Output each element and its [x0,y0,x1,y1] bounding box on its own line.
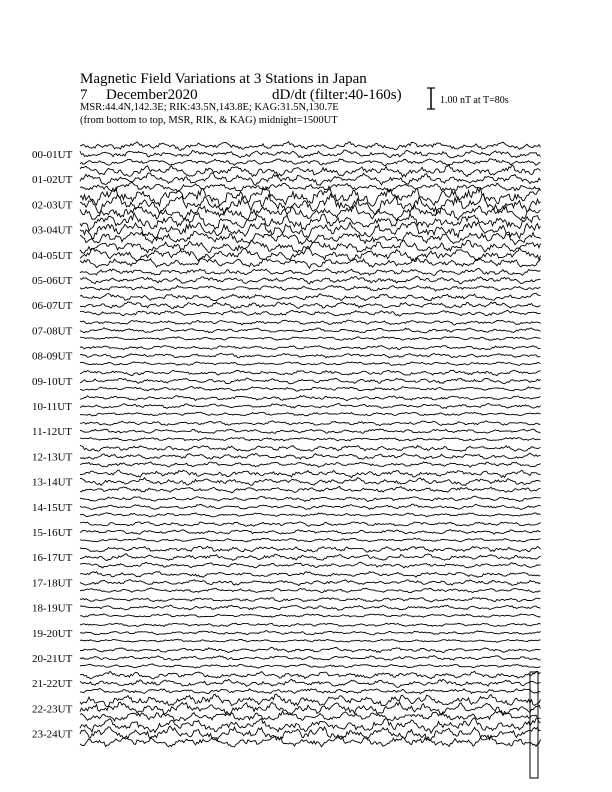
trace-kag [80,614,541,618]
hour-label: 08-09UT [32,350,73,363]
hour-label: 18-19UT [32,602,73,615]
trace-rik [80,328,541,333]
trace-rik [80,277,541,284]
hour-label: 14-15UT [32,501,73,514]
hour-label: 20-21UT [32,653,73,665]
hour-label: 22-23UT [32,703,73,716]
trace-msr [80,522,541,526]
trace-kag [80,310,541,316]
trace-msr [80,694,541,707]
spike-marker [530,672,538,778]
trace-rik [80,679,541,687]
trace-kag [80,711,541,721]
hour-label: 04-05UT [32,249,73,262]
trace-kag [80,258,541,269]
hour-label: 02-03UT [32,199,73,212]
trace-rik [80,404,541,409]
trace-rik [80,631,541,635]
hour-label: 05-06UT [32,275,73,287]
trace-kag [80,285,541,291]
station-order-note: (from bottom to top, MSR, RIK, & KAG) midnight=1500UT [80,115,338,126]
trace-rik [80,353,541,358]
trace-msr [80,647,541,652]
trace-rik [80,656,541,661]
trace-kag [80,487,541,493]
trace-msr [80,320,541,325]
hour-label: 15-16UT [32,527,73,539]
trace-kag [80,513,541,517]
scale-label: 1.00 nT at T=80s [440,95,509,106]
trace-kag [80,337,541,341]
trace-msr [80,421,541,426]
trace-msr [80,269,541,276]
trace-kag [80,183,541,192]
trace-msr [80,240,541,253]
trace-msr [80,470,541,478]
trace-rik [80,378,541,384]
hour-label: 00-01UT [32,149,73,161]
hour-label: 10-11UT [32,401,72,413]
trace-msr [80,293,541,300]
hour-label: 23-24UT [32,728,73,741]
trace-msr [80,572,541,578]
trace-msr [80,546,541,552]
trace-msr [80,142,541,151]
trace-rik [80,478,541,486]
trace-kag [80,588,541,593]
trace-rik [80,580,541,586]
trace-msr [80,597,541,602]
day-label: 7 [80,87,88,103]
trace-kag [80,412,541,416]
trace-msr [80,623,541,626]
trace-msr [80,165,541,177]
hour-label: 06-07UT [32,300,73,313]
trace-rik [80,173,541,186]
hour-label: 01-02UT [32,174,73,187]
trace-kag [80,387,541,392]
trace-rik [80,302,541,309]
trace-msr [80,346,541,350]
hour-label: 19-20UT [32,627,73,640]
hour-label: 21-22UT [32,678,73,691]
hour-label: 09-10UT [32,375,73,388]
trace-kag [80,562,541,568]
trace-kag [80,538,541,542]
trace-msr [80,445,541,451]
trace-rik [80,605,541,610]
trace-rik [80,429,541,434]
hour-label: 16-17UT [32,552,73,565]
trace-kag [80,462,541,468]
trace-kag [80,688,541,693]
filter-label: dD/dt (filter:40-160s) [272,87,402,103]
scale-bar [427,88,435,109]
trace-rik [80,530,541,535]
trace-kag [80,159,541,166]
trace-msr [80,213,541,231]
hour-label: 17-18UT [32,577,73,590]
trace-rik [80,726,541,741]
trace-msr [80,396,541,401]
hour-label: 11-12UT [32,426,72,439]
trace-rik [80,150,541,158]
trace-msr [80,671,541,679]
trace-kag [80,362,541,366]
month-year-label: December2020 [106,87,198,103]
chart-title: Magnetic Field Variations at 3 Stations in Japan [80,71,367,87]
trace-msr [80,370,541,375]
station-coordinates: MSR:44.4N,142.3E; RIK:43.5N,143.8E; KAG:31.5N,130.7E [80,102,339,113]
trace-msr [80,496,541,501]
trace-kag [80,438,541,441]
hour-label: 12-13UT [32,451,73,464]
trace-rik [80,554,541,561]
trace-rik [80,504,541,509]
hour-label: 03-04UT [32,224,73,237]
trace-kag [80,639,541,642]
hour-label: 13-14UT [32,476,73,489]
trace-kag [80,664,541,668]
hour-label: 07-08UT [32,325,73,338]
trace-rik [80,453,541,459]
